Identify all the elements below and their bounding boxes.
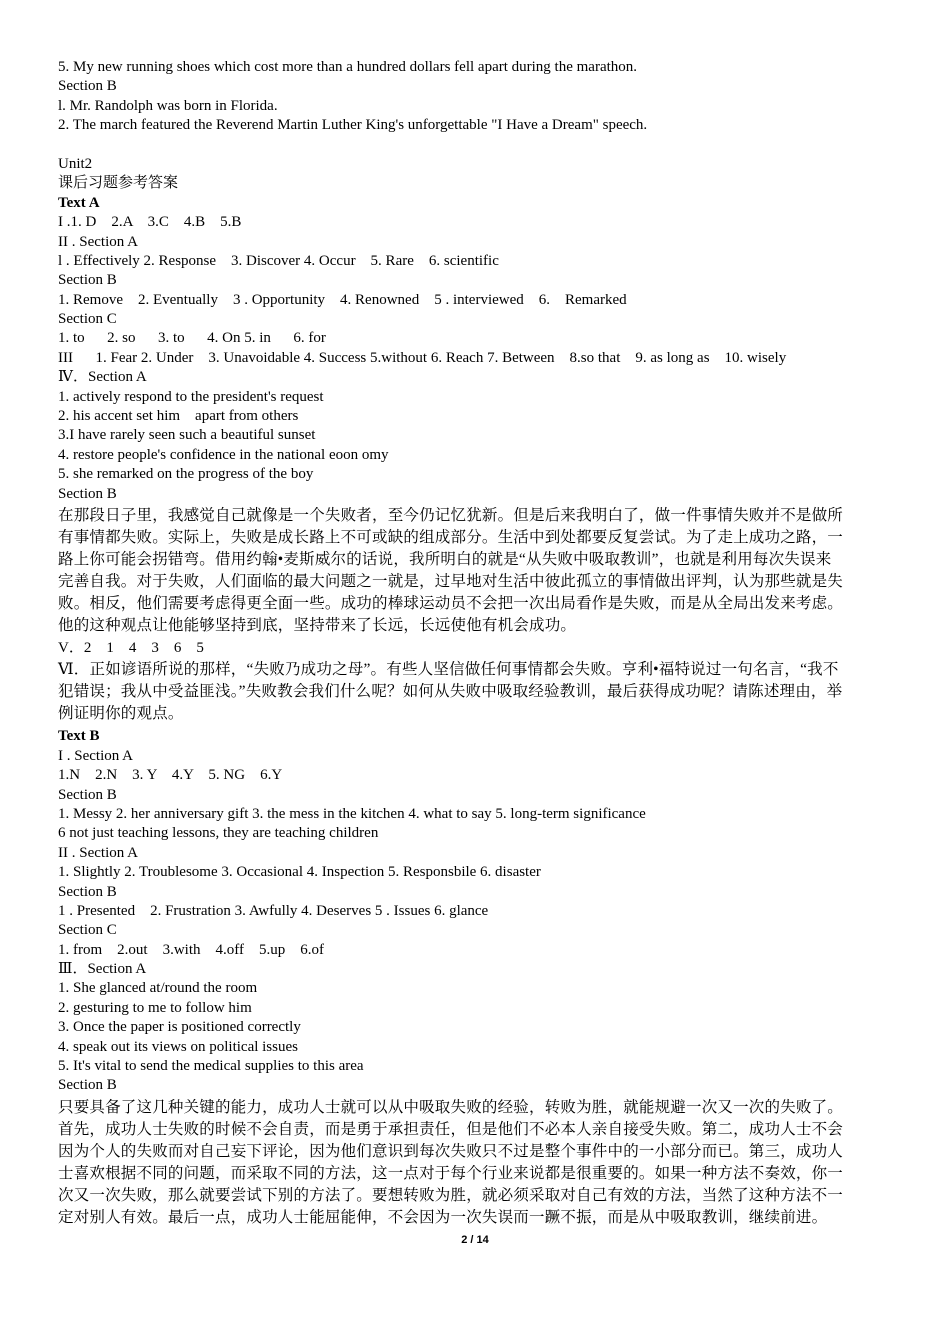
answer-line: Section B — [58, 1077, 117, 1094]
paragraph-line: 败。相反，他们需要考虑得更全面一些。成功的棒球运动员不会把一次出局看作是失败，而是从全局出发来考虑。 — [58, 594, 844, 612]
page-indicator: 2 / 14 — [461, 1234, 489, 1246]
answer-line: 4. speak out its views on political issues — [58, 1038, 298, 1055]
answer-line: l . Effectively 2. Response 3. Discover 4. Occur 5. Rare 6. scientific — [58, 252, 499, 269]
answer-line: Section B — [58, 786, 117, 803]
paragraph-line: 首先，成功人士失败的时候不会自责，而是勇于承担责任，但是他们不必本人亲自接受失败。第二，成功人士不会 — [58, 1120, 844, 1138]
paragraph-line: 因为个人的失败而对自己妄下评论，因为他们意识到每次失败只不过是整个事件中的一小部分而已。第三，成功人 — [58, 1142, 844, 1160]
answer-line: I .1. D 2.A 3.C 4.B 5.B — [58, 214, 242, 231]
translation-paragraph — [58, 505, 898, 637]
paragraph-line: 在那段日子里，我感觉自己就像是一个失败者，至今仍记忆犹新。但是后来我明白了，做一件事情失败并不是做所 — [58, 506, 844, 524]
top-lines — [58, 58, 898, 136]
answers-heading: 课后习题参考答案 — [58, 175, 179, 192]
answer-line: Section B — [58, 883, 117, 900]
paragraph-line: Ⅵ．正如谚语所说的那样，“失败乃成功之母”。有些人坚信做任何事情都会失败。亨利•福特说过一句名言，“我不 — [58, 661, 839, 679]
answer-line: 1. Slightly 2. Troublesome 3. Occasional 4. Inspection 5. Responsbile 6. disaster — [58, 864, 541, 881]
answer-line: II . Section A — [58, 233, 138, 250]
answer-line: 1.N 2.N 3. Y 4.Y 5. NG 6.Y — [58, 767, 283, 784]
answer-line: 5. she remarked on the progress of the boy — [58, 466, 314, 483]
translation-paragraph — [58, 1097, 898, 1229]
answer-line: 1. Remove 2. Eventually 3 . Opportunity 4. Renowned 5 . interviewed 6. Remarked — [58, 291, 627, 308]
answer-line: 1. Messy 2. her anniversary gift 3. the mess in the kitchen 4. what to say 5. long-term significance — [58, 805, 646, 822]
answer-line: 3.I have rarely seen such a beautiful sunset — [58, 427, 316, 444]
paragraph-line: 他的这种观点让他能够坚持到底，坚持带来了长远，长远使他有机会成功。 — [58, 616, 577, 634]
answer-line: III 1. Fear 2. Under 3. Unavoidable 4. Success 5.without 6. Reach 7. Between 8.so that 9. as long as 10. wisely — [58, 349, 787, 366]
answer-line: 6 not just teaching lessons, they are teaching children — [58, 825, 379, 842]
blank-line — [58, 136, 898, 155]
paragraph-line: 路上你可能会拐错弯。借用约翰•麦斯威尔的话说，我所明白的就是“从失败中吸取教训”，也就是利用每次失误来 — [58, 550, 832, 568]
answer-line: II . Section A — [58, 844, 138, 861]
text-a-section — [58, 194, 898, 726]
answer-line: I . Section A — [58, 747, 133, 764]
paragraph-line: 只要具备了这几种关键的能力，成功人士就可以从中吸取失败的经验，转败为胜，就能规避一次又一次的失败了。 — [58, 1098, 844, 1116]
unit-title: Unit2 — [58, 155, 93, 172]
answer-line: 2. his accent set him apart from others — [58, 408, 299, 425]
text-a-heading: Text A — [58, 194, 100, 211]
paragraph-line: 有事情都失败。实际上，失败是成长路上不可或缺的组成部分。生活中到处都要反复尝试。为了走上成功之路，一 — [58, 528, 844, 546]
text-b-section — [58, 727, 898, 1228]
order-answer-line: V．2 1 4 3 6 5 — [58, 639, 204, 656]
paragraph-line: 完善自我。对于失败，人们面临的最大问题之一就是，过早地对生活中彼此孤立的事情做出评判，认为那些就是失 — [58, 572, 844, 590]
answer-line: 1. actively respond to the president's request — [58, 388, 324, 405]
answer-line: 2. gesturing to me to follow him — [58, 999, 252, 1016]
answer-line: 1 . Presented 2. Frustration 3. Awfully 4. Deserves 5 . Issues 6. glance — [58, 902, 489, 919]
answer-line: Ⅳ．Section A — [58, 369, 147, 386]
answer-line: Section B — [58, 485, 117, 502]
answer-line: Section C — [58, 922, 117, 939]
text-line: l. Mr. Randolph was born in Florida. — [58, 97, 278, 114]
answer-line: 3. Once the paper is positioned correctly — [58, 1019, 301, 1036]
paragraph-line: 例证明你的观点。 — [58, 705, 184, 723]
answer-line: 1. to 2. so 3. to 4. On 5. in 6. for — [58, 330, 326, 347]
answer-line: Section B — [58, 272, 117, 289]
answer-line: Ⅲ．Section A — [58, 961, 147, 978]
text-line: 2. The march featured the Reverend Martin Luther King's unforgettable "I Have a Dream" speech. — [58, 117, 648, 134]
answer-line: 4. restore people's confidence in the national eoon omy — [58, 446, 389, 463]
answer-line: 1. from 2.out 3.with 4.off 5.up 6.of — [58, 941, 324, 958]
answer-line: Section C — [58, 311, 117, 328]
document-body — [58, 58, 898, 1231]
paragraph-line: 次又一次失败，那么就要尝试下别的方法了。要想转败为胜，就必须采取对自己有效的方法，当然了这种方法不一 — [58, 1186, 844, 1204]
essay-paragraph — [58, 659, 898, 725]
answer-line: 5. It's vital to send the medical supplies to this area — [58, 1058, 364, 1075]
paragraph-line: 士喜欢根据不同的问题，而采取不同的方法，这一点对于每个行业来说都是很重要的。如果一种方法不奏效，你一 — [58, 1164, 844, 1182]
paragraph-line: 定对别人有效。最后一点，成功人士能屈能伸，不会因为一次失误而一蹶不振，而是从中吸取教训，继续前进。 — [58, 1208, 828, 1226]
text-line: 5. My new running shoes which cost more than a hundred dollars fell apart during the marathon. — [58, 59, 638, 75]
text-b-heading: Text B — [58, 728, 100, 745]
answer-line: 1. She glanced at/round the room — [58, 980, 258, 997]
paragraph-line: 犯错误；我从中受益匪浅。”失败教会我们什么呢？如何从失败中吸取经验教训，最后获得成功呢？请陈述理由，举 — [58, 683, 843, 701]
text-line: Section B — [58, 78, 117, 95]
